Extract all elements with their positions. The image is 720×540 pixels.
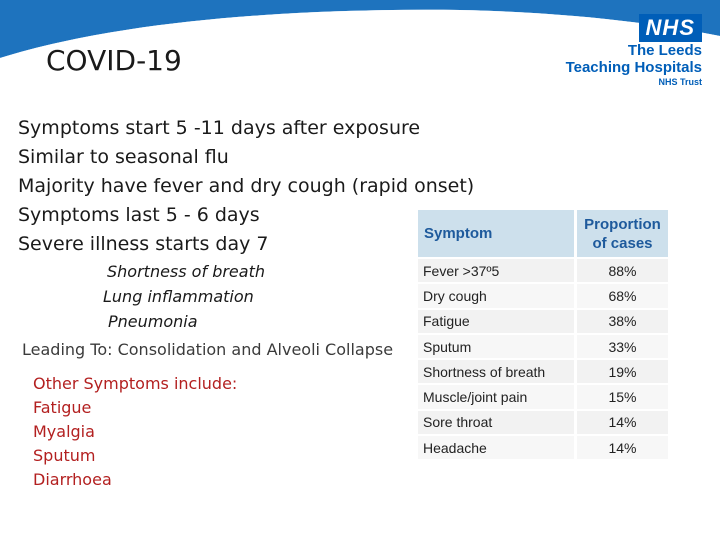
logo-org-line-2: Teaching Hospitals <box>565 59 702 76</box>
cell-symptom: Sore throat <box>418 409 574 434</box>
bullet-item: Majority have fever and dry cough (rapid onset) <box>18 175 475 197</box>
bullet-item: Severe illness starts day 7 <box>18 233 269 255</box>
logo-org-line-3: NHS Trust <box>658 77 702 87</box>
sub-item-pneumonia: Pneumonia <box>108 312 198 331</box>
table-row <box>418 358 668 383</box>
bullet-item: Symptoms start 5 -11 days after exposure <box>18 117 421 139</box>
table-header-row <box>418 210 668 257</box>
cell-symptom: Headache <box>418 434 574 459</box>
other-symptoms-heading: Other Symptoms include: <box>33 374 238 393</box>
cell-proportion: 14% <box>574 434 668 459</box>
cell-symptom: Dry cough <box>418 282 574 307</box>
cell-symptom: Fatigue <box>418 308 574 333</box>
cell-proportion: 15% <box>574 383 668 408</box>
cell-symptom: Muscle/joint pain <box>418 383 574 408</box>
column-header-proportion-line-2: of cases <box>592 234 653 252</box>
column-header-proportion-line-1: Proportion <box>584 215 661 233</box>
column-header-proportion <box>574 210 668 257</box>
other-symptom-item: Fatigue <box>33 398 92 417</box>
table-row <box>418 383 668 408</box>
column-header-symptom: Symptom <box>424 225 493 242</box>
cell-symptom: Fever >37º5 <box>418 257 574 282</box>
table-row <box>418 409 668 434</box>
table-row <box>418 308 668 333</box>
table-row <box>418 282 668 307</box>
other-symptom-item: Myalgia <box>33 422 95 441</box>
cell-symptom: Sputum <box>418 333 574 358</box>
cell-proportion: 33% <box>574 333 668 358</box>
nhs-logo-badge: NHS <box>639 14 702 42</box>
leading-to-text: Leading To: Consolidation and Alveoli Collapse <box>22 340 394 359</box>
other-symptoms-list <box>33 372 237 492</box>
logo-org-line-1: The Leeds <box>627 42 702 59</box>
slide-title: COVID-19 <box>46 44 182 77</box>
cell-proportion: 68% <box>574 282 668 307</box>
nhs-trust-logo <box>542 14 702 88</box>
other-symptom-item: Diarrhoea <box>33 470 112 489</box>
cell-proportion: 19% <box>574 358 668 383</box>
table-row <box>418 333 668 358</box>
cell-proportion: 88% <box>574 257 668 282</box>
symptom-proportion-table <box>418 210 668 459</box>
table-row <box>418 434 668 459</box>
cell-proportion: 38% <box>574 308 668 333</box>
main-bullet-list <box>18 114 474 259</box>
table-row <box>418 257 668 282</box>
bullet-item: Symptoms last 5 - 6 days <box>18 204 260 226</box>
sub-item-shortness-of-breath: Shortness of breath <box>107 262 265 281</box>
sub-item-lung-inflammation: Lung inflammation <box>103 287 254 306</box>
cell-proportion: 14% <box>574 409 668 434</box>
other-symptom-item: Sputum <box>33 446 96 465</box>
cell-symptom: Shortness of breath <box>418 358 574 383</box>
bullet-item: Similar to seasonal flu <box>18 146 229 168</box>
